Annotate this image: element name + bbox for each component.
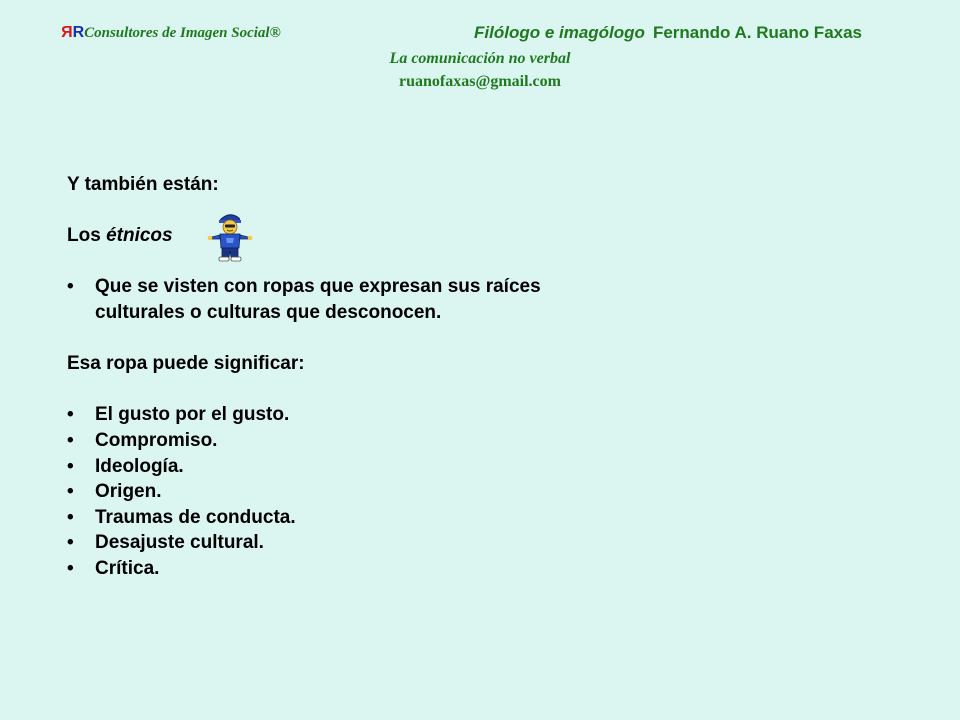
ethnic-person-icon bbox=[206, 210, 254, 264]
description-text: Que se visten con ropas que expresan sus raíces culturales o culturas que desconocen. bbox=[95, 276, 541, 323]
author-role: Filólogo e imagólogo bbox=[474, 23, 645, 42]
meaning-list bbox=[67, 402, 587, 581]
meaning-item bbox=[67, 402, 587, 428]
company-name: Consultores de Imagen Social® bbox=[84, 25, 281, 41]
bullet: • bbox=[67, 532, 74, 554]
bullet: • bbox=[67, 557, 74, 579]
header-subtitle: La comunicación no verbal bbox=[389, 50, 571, 67]
header-logo-block bbox=[61, 24, 281, 42]
meaning-text: El gusto por el gusto. bbox=[95, 404, 290, 426]
bullet: • bbox=[67, 276, 74, 298]
meaning-heading: Esa ropa puede significar: bbox=[67, 353, 305, 375]
meaning-item bbox=[67, 530, 587, 556]
meaning-item bbox=[67, 428, 587, 454]
bullet: • bbox=[67, 429, 74, 451]
bullet: • bbox=[67, 404, 74, 426]
bullet: • bbox=[67, 455, 74, 477]
intro-line: Y también están: bbox=[67, 174, 219, 195]
meaning-text: Traumas de conducta. bbox=[95, 506, 296, 528]
bullet: • bbox=[67, 481, 74, 503]
slide-body bbox=[67, 172, 587, 582]
meaning-text: Desajuste cultural. bbox=[95, 532, 264, 554]
author-name: Fernando A. Ruano Faxas bbox=[652, 23, 863, 42]
header-email: ruanofaxas@gmail.com bbox=[399, 73, 561, 90]
meaning-text: Ideología. bbox=[95, 455, 184, 477]
description-item bbox=[67, 274, 587, 325]
bullet: • bbox=[67, 506, 74, 528]
logo-r: R bbox=[72, 24, 85, 41]
group-name: étnicos bbox=[106, 225, 173, 247]
meaning-item bbox=[67, 505, 587, 531]
group-title bbox=[67, 223, 587, 249]
description-list bbox=[67, 274, 587, 325]
logo-r-mirrored: R bbox=[61, 24, 73, 41]
header-author-block bbox=[474, 23, 862, 43]
meaning-text: Compromiso. bbox=[95, 429, 218, 451]
meaning-item bbox=[67, 454, 587, 480]
meaning-item bbox=[67, 556, 587, 582]
meaning-text: Crítica. bbox=[95, 557, 160, 579]
meaning-text: Origen. bbox=[95, 481, 162, 503]
meaning-item bbox=[67, 479, 587, 505]
group-prefix: Los bbox=[67, 225, 107, 247]
